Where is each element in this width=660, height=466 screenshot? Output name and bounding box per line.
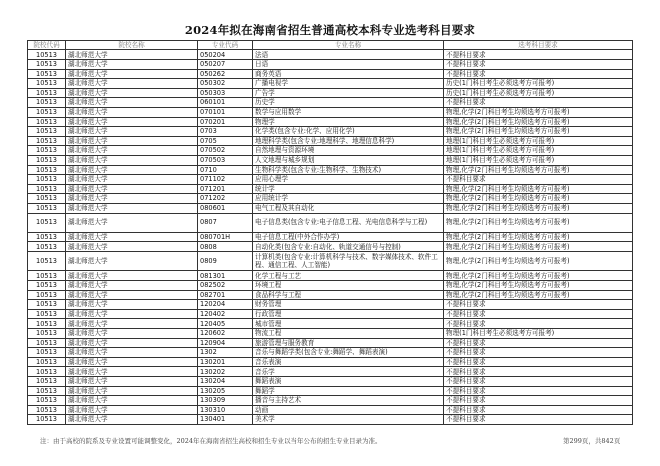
table-row — [28, 290, 633, 300]
cell-school-code: 10513 — [28, 165, 66, 175]
cell-school-code: 10513 — [28, 348, 66, 358]
cell-school-code: 10513 — [28, 184, 66, 194]
cell-requirement: 物理,化学(2门科目考生均须选考方可报考) — [444, 242, 633, 252]
cell-requirement: 历史(1门科目考生必须选考方可报考) — [444, 88, 633, 98]
cell-major-code: 070503 — [198, 155, 253, 165]
table-header-row — [28, 41, 633, 50]
table-row — [28, 155, 633, 165]
cell-school-name: 湖北师范大学 — [66, 213, 198, 232]
cell-major-name: 电气工程及其自动化 — [253, 203, 444, 213]
cell-major-code: 050262 — [198, 69, 253, 79]
cell-requirement: 历史(1门科目考生必须选考方可报考) — [444, 79, 633, 89]
cell-school-code: 10513 — [28, 405, 66, 415]
cell-major-code: 0703 — [198, 127, 253, 137]
cell-requirement: 不提科目要求 — [444, 396, 633, 406]
table-row — [28, 357, 633, 367]
header-requirement: 选考科目要求 — [444, 41, 633, 50]
cell-major-code: 070502 — [198, 146, 253, 156]
cell-requirement: 地理(1门科目考生必须选考方可报考) — [444, 136, 633, 146]
cell-major-name: 动画 — [253, 405, 444, 415]
cell-major-code: 120402 — [198, 309, 253, 319]
cell-major-code: 130401 — [198, 415, 253, 425]
cell-school-name: 湖北师范大学 — [66, 252, 198, 271]
table-row — [28, 367, 633, 377]
cell-school-name: 湖北师范大学 — [66, 155, 198, 165]
cell-major-name: 自动化类(包含专业:自动化、轨道交通信号与控制) — [253, 242, 444, 252]
cell-major-name: 计算机类(包含专业:计算机科学与技术、数字媒体技术、软件工程、通信工程、人工智能) — [253, 252, 444, 271]
cell-school-code: 10513 — [28, 136, 66, 146]
cell-major-name: 电子信息类(包含专业:电子信息工程、光电信息科学与工程) — [253, 213, 444, 232]
cell-school-code: 10513 — [28, 367, 66, 377]
cell-school-name: 湖北师范大学 — [66, 386, 198, 396]
table-row — [28, 300, 633, 310]
table-row — [28, 175, 633, 185]
table-row — [28, 377, 633, 387]
cell-major-code: 050303 — [198, 88, 253, 98]
table-row — [28, 69, 633, 79]
cell-major-name: 历史学 — [253, 98, 444, 108]
cell-school-code: 10513 — [28, 309, 66, 319]
cell-major-code: 120904 — [198, 338, 253, 348]
cell-requirement: 地理(1门科目考生必须选考方可报考) — [444, 155, 633, 165]
cell-school-code: 10513 — [28, 98, 66, 108]
table-row — [28, 165, 633, 175]
cell-school-code: 10513 — [28, 175, 66, 185]
table-row — [28, 50, 633, 60]
cell-major-name: 物流工程 — [253, 329, 444, 339]
cell-major-name: 旅游管理与服务教育 — [253, 338, 444, 348]
cell-requirement: 物理,化学(2门科目考生均须选考方可报考) — [444, 271, 633, 281]
cell-requirement: 物理,化学(2门科目考生均须选考方可报考) — [444, 203, 633, 213]
cell-major-code: 070201 — [198, 117, 253, 127]
cell-requirement: 不提科目要求 — [444, 348, 633, 358]
cell-major-name: 食品科学与工程 — [253, 290, 444, 300]
cell-requirement: 不提科目要求 — [444, 175, 633, 185]
cell-school-name: 湖北师范大学 — [66, 165, 198, 175]
cell-school-name: 湖北师范大学 — [66, 405, 198, 415]
cell-major-code: 130201 — [198, 357, 253, 367]
cell-requirement: 不提科目要求 — [444, 357, 633, 367]
cell-major-name: 广告学 — [253, 88, 444, 98]
cell-school-name: 湖北师范大学 — [66, 367, 198, 377]
cell-school-code: 10513 — [28, 213, 66, 232]
table-row — [28, 329, 633, 339]
cell-major-code: 070101 — [198, 107, 253, 117]
cell-major-name: 音乐表演 — [253, 357, 444, 367]
cell-major-code: 120602 — [198, 329, 253, 339]
table-row — [28, 98, 633, 108]
cell-school-code: 10513 — [28, 107, 66, 117]
cell-requirement: 不提科目要求 — [444, 367, 633, 377]
table-row — [28, 338, 633, 348]
cell-requirement: 不提科目要求 — [444, 319, 633, 329]
cell-school-name: 湖北师范大学 — [66, 281, 198, 291]
cell-major-name: 美术学 — [253, 415, 444, 425]
cell-school-code: 10513 — [28, 300, 66, 310]
header-school-name: 院校名称 — [66, 41, 198, 50]
cell-school-code: 10513 — [28, 377, 66, 387]
cell-major-name: 化学类(包含专业:化学、应用化学) — [253, 127, 444, 137]
cell-requirement: 物理,化学(2门科目考生均须选考方可报考) — [444, 290, 633, 300]
table-row — [28, 405, 633, 415]
cell-requirement: 物理,化学(2门科目考生均须选考方可报考) — [444, 194, 633, 204]
cell-school-name: 湖北师范大学 — [66, 300, 198, 310]
cell-major-name: 化学工程与工艺 — [253, 271, 444, 281]
table-row — [28, 194, 633, 204]
cell-requirement: 不提科目要求 — [444, 69, 633, 79]
cell-major-code: 080701H — [198, 232, 253, 242]
table-row — [28, 415, 633, 425]
cell-requirement: 不提科目要求 — [444, 405, 633, 415]
cell-major-code: 050207 — [198, 60, 253, 70]
cell-major-code: 071102 — [198, 175, 253, 185]
cell-school-code: 10513 — [28, 194, 66, 204]
cell-school-code: 10513 — [28, 117, 66, 127]
cell-school-name: 湖北师范大学 — [66, 146, 198, 156]
cell-requirement: 物理,化学(2门科目考生均须选考方可报考) — [444, 107, 633, 117]
cell-major-code: 130309 — [198, 396, 253, 406]
cell-major-name: 播音与主持艺术 — [253, 396, 444, 406]
cell-major-code: 050302 — [198, 79, 253, 89]
cell-school-code: 10513 — [28, 357, 66, 367]
table-row — [28, 88, 633, 98]
cell-major-code: 1302 — [198, 348, 253, 358]
cell-requirement: 地理(1门科目考生必须选考方可报考) — [444, 146, 633, 156]
cell-major-code: 081301 — [198, 271, 253, 281]
cell-major-name: 商务英语 — [253, 69, 444, 79]
cell-major-name: 舞蹈表演 — [253, 377, 444, 387]
cell-school-name: 湖北师范大学 — [66, 319, 198, 329]
cell-major-code: 060101 — [198, 98, 253, 108]
cell-school-code: 10513 — [28, 60, 66, 70]
cell-major-code: 0705 — [198, 136, 253, 146]
cell-major-name: 广播电视学 — [253, 79, 444, 89]
cell-school-name: 湖北师范大学 — [66, 357, 198, 367]
cell-school-name: 湖北师范大学 — [66, 377, 198, 387]
cell-school-code: 10513 — [28, 88, 66, 98]
header-major-name: 专业名称 — [253, 41, 444, 50]
cell-school-code: 10513 — [28, 232, 66, 242]
cell-major-code: 130310 — [198, 405, 253, 415]
cell-school-code: 10513 — [28, 50, 66, 60]
requirements-table — [27, 40, 633, 425]
table-row — [28, 79, 633, 89]
cell-school-code: 10513 — [28, 252, 66, 271]
cell-requirement: 不提科目要求 — [444, 60, 633, 70]
cell-school-name: 湖北师范大学 — [66, 415, 198, 425]
cell-major-name: 音乐学 — [253, 367, 444, 377]
cell-school-name: 湖北师范大学 — [66, 127, 198, 137]
cell-major-code: 120405 — [198, 319, 253, 329]
cell-school-code: 10513 — [28, 338, 66, 348]
cell-school-name: 湖北师范大学 — [66, 175, 198, 185]
cell-school-name: 湖北师范大学 — [66, 232, 198, 242]
cell-requirement: 不提科目要求 — [444, 309, 633, 319]
table-row — [28, 271, 633, 281]
cell-school-code: 10513 — [28, 281, 66, 291]
cell-major-name: 日语 — [253, 60, 444, 70]
table-row — [28, 242, 633, 252]
cell-major-code: 130204 — [198, 377, 253, 387]
cell-major-name: 应用心理学 — [253, 175, 444, 185]
cell-major-name: 行政管理 — [253, 309, 444, 319]
cell-school-name: 湖北师范大学 — [66, 271, 198, 281]
cell-school-name: 湖北师范大学 — [66, 184, 198, 194]
cell-school-name: 湖北师范大学 — [66, 194, 198, 204]
cell-major-name: 地理科学类(包含专业:地理科学、地理信息科学) — [253, 136, 444, 146]
cell-requirement: 物理(1门科目考生必须选考方可报考) — [444, 329, 633, 339]
cell-school-code: 10513 — [28, 203, 66, 213]
cell-school-name: 湖北师范大学 — [66, 136, 198, 146]
table-row — [28, 203, 633, 213]
cell-major-name: 财务管理 — [253, 300, 444, 310]
cell-school-code: 10513 — [28, 271, 66, 281]
cell-school-code: 10513 — [28, 396, 66, 406]
cell-major-code: 130202 — [198, 367, 253, 377]
cell-major-code: 0710 — [198, 165, 253, 175]
cell-school-name: 湖北师范大学 — [66, 348, 198, 358]
cell-school-code: 10513 — [28, 155, 66, 165]
cell-school-name: 湖北师范大学 — [66, 60, 198, 70]
cell-requirement: 不提科目要求 — [444, 338, 633, 348]
cell-school-code: 10513 — [28, 127, 66, 137]
cell-major-code: 071202 — [198, 194, 253, 204]
cell-requirement: 物理,化学(2门科目考生均须选考方可报考) — [444, 165, 633, 175]
cell-requirement: 不提科目要求 — [444, 415, 633, 425]
cell-major-name: 物理学 — [253, 117, 444, 127]
cell-major-name: 环境工程 — [253, 281, 444, 291]
cell-major-code: 120204 — [198, 300, 253, 310]
cell-major-name: 数学与应用数学 — [253, 107, 444, 117]
cell-school-name: 湖北师范大学 — [66, 79, 198, 89]
cell-requirement: 不提科目要求 — [444, 386, 633, 396]
cell-major-code: 0808 — [198, 242, 253, 252]
cell-school-code: 10513 — [28, 415, 66, 425]
page-number: 第299页，共842页 — [563, 437, 621, 445]
cell-major-name: 音乐与舞蹈学类(包含专业:舞蹈学、舞蹈表演) — [253, 348, 444, 358]
cell-school-name: 湖北师范大学 — [66, 50, 198, 60]
cell-school-code: 10513 — [28, 319, 66, 329]
table-row — [28, 127, 633, 137]
cell-school-code: 10513 — [28, 242, 66, 252]
cell-major-name: 城市管理 — [253, 319, 444, 329]
cell-school-name: 湖北师范大学 — [66, 88, 198, 98]
table-row — [28, 252, 633, 271]
table-row — [28, 107, 633, 117]
cell-school-name: 湖北师范大学 — [66, 309, 198, 319]
table-row — [28, 146, 633, 156]
cell-requirement: 物理,化学(2门科目考生均须选考方可报考) — [444, 252, 633, 271]
cell-major-name: 自然地理与资源环境 — [253, 146, 444, 156]
table-row — [28, 396, 633, 406]
cell-major-code: 082502 — [198, 281, 253, 291]
footer-note: 注：由于高校的院系及专业设置可能调整变化，2024年在海南省招生高校和招生专业以当年公布的招生专业目录为准。 — [40, 437, 382, 445]
header-school-code: 院校代码 — [28, 41, 66, 50]
page-title: 2024年拟在海南省招生普通高校本科专业选考科目要求 — [184, 23, 476, 37]
cell-major-code: 0807 — [198, 213, 253, 232]
cell-major-code: 0809 — [198, 252, 253, 271]
cell-school-code: 10513 — [28, 329, 66, 339]
cell-major-code: 130205 — [198, 386, 253, 396]
cell-requirement: 不提科目要求 — [444, 50, 633, 60]
table-row — [28, 213, 633, 232]
cell-major-name: 生物科学类(包含专业:生物科学、生物技术) — [253, 165, 444, 175]
cell-requirement: 物理,化学(2门科目考生均须选考方可报考) — [444, 117, 633, 127]
cell-major-code: 050204 — [198, 50, 253, 60]
table-row — [28, 348, 633, 358]
cell-requirement: 物理,化学(2门科目考生均须选考方可报考) — [444, 184, 633, 194]
cell-requirement: 物理,化学(2门科目考生均须选考方可报考) — [444, 232, 633, 242]
cell-school-name: 湖北师范大学 — [66, 69, 198, 79]
cell-requirement: 不提科目要求 — [444, 377, 633, 387]
cell-major-name: 电子信息工程(中外合作办学) — [253, 232, 444, 242]
header-major-code: 专业代码 — [198, 41, 253, 50]
cell-major-code: 082701 — [198, 290, 253, 300]
cell-school-code: 10513 — [28, 290, 66, 300]
table-row — [28, 184, 633, 194]
cell-school-name: 湖北师范大学 — [66, 329, 198, 339]
table-row — [28, 281, 633, 291]
cell-requirement: 不提科目要求 — [444, 300, 633, 310]
cell-school-name: 湖北师范大学 — [66, 107, 198, 117]
cell-major-name: 统计学 — [253, 184, 444, 194]
cell-major-name: 人文地理与城乡规划 — [253, 155, 444, 165]
cell-school-name: 湖北师范大学 — [66, 396, 198, 406]
cell-school-name: 湖北师范大学 — [66, 203, 198, 213]
table-row — [28, 386, 633, 396]
cell-major-name: 舞蹈学 — [253, 386, 444, 396]
cell-school-code: 10513 — [28, 79, 66, 89]
cell-school-code: 10513 — [28, 69, 66, 79]
cell-school-code: 10513 — [28, 146, 66, 156]
table-row — [28, 117, 633, 127]
cell-requirement: 物理,化学(2门科目考生均须选考方可报考) — [444, 213, 633, 232]
cell-school-name: 湖北师范大学 — [66, 117, 198, 127]
cell-major-name: 应用统计学 — [253, 194, 444, 204]
cell-school-name: 湖北师范大学 — [66, 338, 198, 348]
cell-major-code: 071201 — [198, 184, 253, 194]
cell-requirement: 物理,化学(2门科目考生均须选考方可报考) — [444, 281, 633, 291]
cell-school-name: 湖北师范大学 — [66, 98, 198, 108]
table-row — [28, 319, 633, 329]
cell-requirement: 不提科目要求 — [444, 98, 633, 108]
cell-school-code: 10513 — [28, 386, 66, 396]
table-row — [28, 309, 633, 319]
cell-school-name: 湖北师范大学 — [66, 290, 198, 300]
cell-requirement: 物理,化学(2门科目考生均须选考方可报考) — [444, 127, 633, 137]
cell-major-name: 法语 — [253, 50, 444, 60]
cell-major-code: 080601 — [198, 203, 253, 213]
table-row — [28, 136, 633, 146]
cell-school-name: 湖北师范大学 — [66, 242, 198, 252]
table-row — [28, 232, 633, 242]
table-row — [28, 60, 633, 70]
